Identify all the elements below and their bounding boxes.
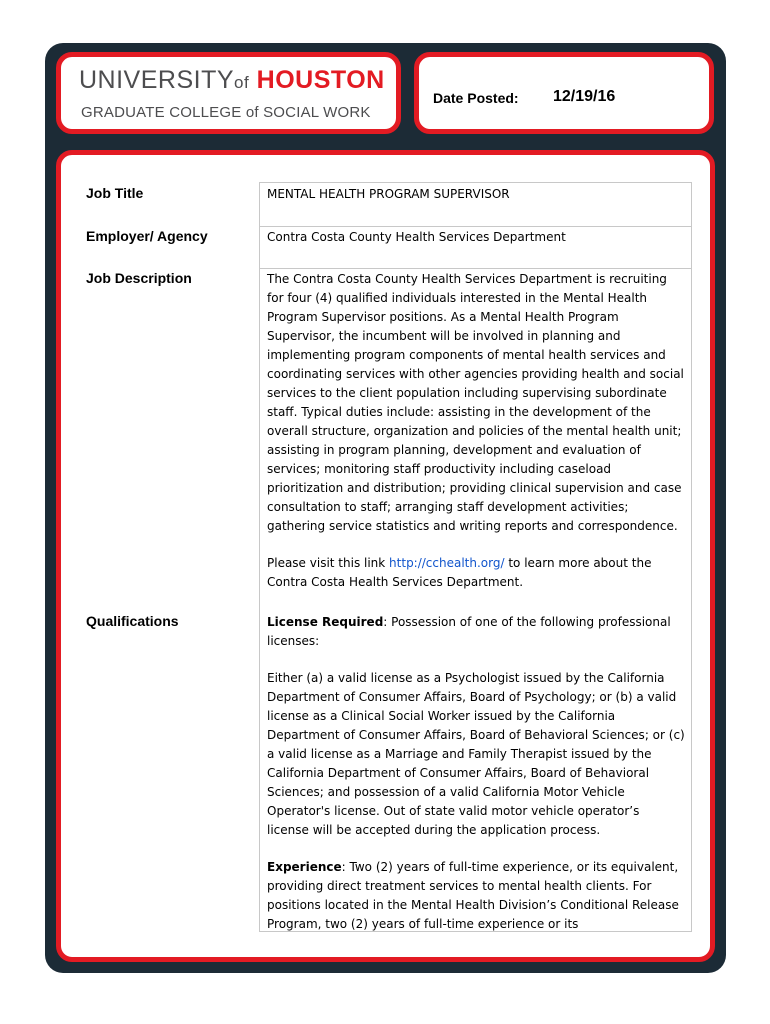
job-title-label: Job Title <box>86 185 144 201</box>
learn-more-paragraph <box>267 554 685 592</box>
experience-heading: Experience <box>267 860 342 874</box>
license-detail-paragraph: Either (a) a valid license as a Psychologist issued by the California Department of Consumer Affairs, Board of Psychology; or (b) a valid license as a Clinical Social Worker issued by the California Department of Consumer Affairs, Board of Behavioral Sciences; or (c) a valid license as a Marriage and Family Therapist issued by the California Department of Consumer Affairs, Board of Behavioral Sciences; and possession of a valid California Motor Vehicle Operator's license. Out of state valid motor vehicle operator’s license will be accepted during the application process. <box>267 671 685 837</box>
job-description-value <box>267 270 685 592</box>
experience-paragraph <box>267 858 685 934</box>
table-right-border <box>691 182 692 932</box>
experience-text: : Two (2) years of full-time experience, or its equivalent, providing direct treatment services to mental health clients. For positions located in the Mental Health Division’s Conditional Release Program, two (2) years of full-time experience or its <box>267 860 679 931</box>
employer-value: Contra Costa County Health Services Department <box>267 230 566 244</box>
logo-college-name: GRADUATE COLLEGE of SOCIAL WORK <box>81 104 371 121</box>
license-required-paragraph <box>267 613 685 651</box>
job-description-label: Job Description <box>86 270 192 286</box>
job-title-value: MENTAL HEALTH PROGRAM SUPERVISOR <box>267 187 510 201</box>
license-required-text: : Possession of one of the following professional licenses: <box>267 615 671 648</box>
qualifications-value <box>267 613 685 934</box>
table-row-divider <box>259 226 692 227</box>
learn-more-text: Please visit this link <box>267 556 390 570</box>
license-required-heading: License Required <box>267 615 384 629</box>
logo-of-word: of <box>234 73 250 92</box>
university-logo <box>56 52 401 134</box>
logo-houston-word: HOUSTON <box>256 66 385 94</box>
date-posted-label: Date Posted: <box>433 90 519 106</box>
cchealth-link[interactable]: http://cchealth.org/ <box>389 556 505 570</box>
date-posted-value: 12/19/16 <box>553 88 616 105</box>
table-row-divider <box>259 268 692 269</box>
job-description-paragraph: The Contra Costa County Health Services Department is recruiting for four (4) qualified individuals interested in the Mental Health Program Supervisor positions. As a Mental Health Program Supervisor, the incumbent will be involved in planning and implementing program components of mental health services and coordinating services with other agencies providing health and social services to the client population including supervising subordinate staff. Typical duties include: assisting in the development of the overall structure, organization and policies of the mental health unit; assisting in program planning, development and evaluation of services; monitoring staff productivity including caseload prioritization and distribution; providing clinical supervision and case consultation to staff; arranging staff development activities; gathering service statistics and writing reports and correspondence. <box>267 272 684 533</box>
table-row-divider <box>259 182 692 183</box>
learn-more-text-end: to learn more about the Contra Costa Health Services Department. <box>267 556 652 589</box>
qualifications-label: Qualifications <box>86 613 179 629</box>
logo-university-word: UNIVERSITY <box>79 66 235 94</box>
logo-university-name <box>79 66 385 97</box>
date-posted-box <box>414 52 714 134</box>
table-column-divider <box>259 182 260 932</box>
employer-label: Employer/ Agency <box>86 228 208 244</box>
